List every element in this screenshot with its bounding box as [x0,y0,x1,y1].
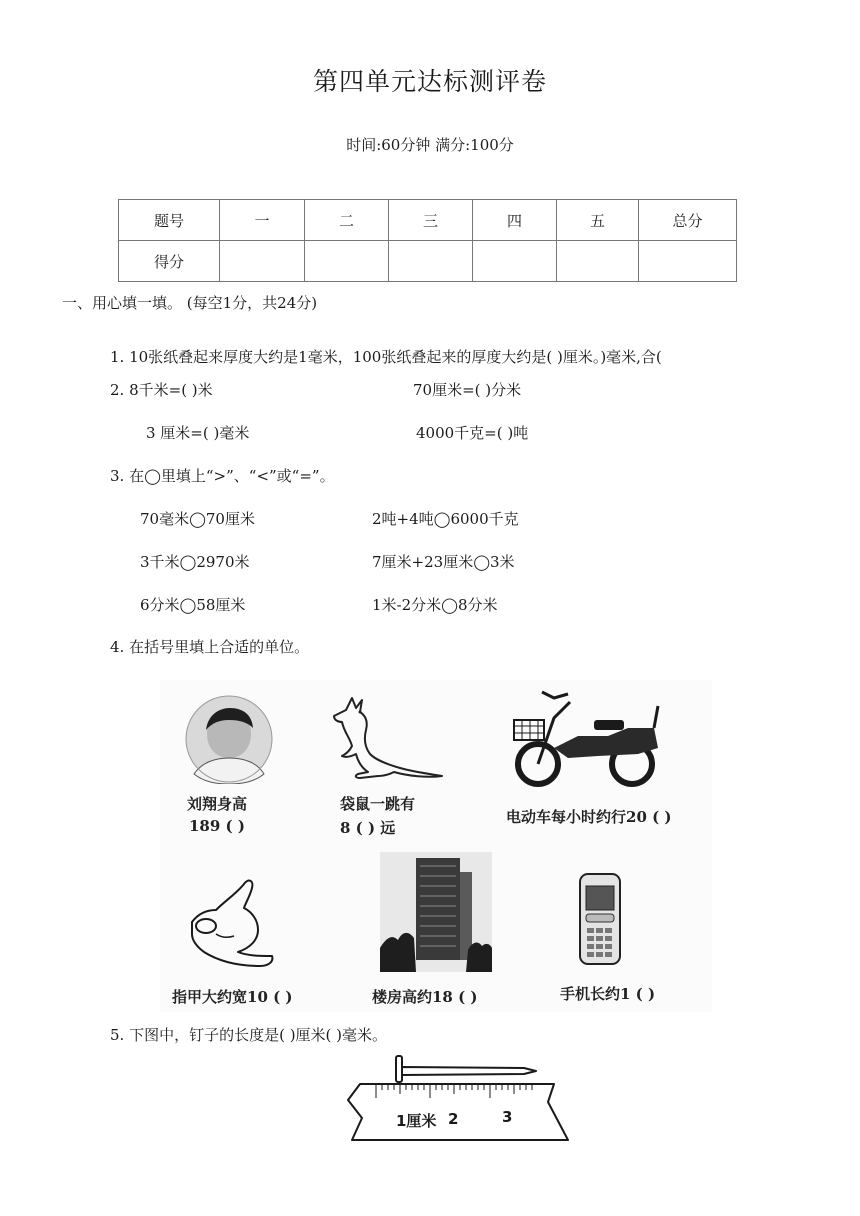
electric-bike-image [508,688,666,792]
score-table [118,199,737,282]
question-1: 1. 10张纸叠起来厚度大约是1毫米，100张纸叠起来的厚度大约是( )厘米。)毫米,合( [110,348,662,366]
exam-time-info: 时间:60分钟 满分:100分 [346,136,514,154]
score-cell[interactable] [220,241,305,282]
fingernail-hand-image [186,872,282,968]
question-2-item: 70厘米=( )分米 [413,381,522,399]
section-heading: 一、用心填一填。 (每空1分，共24分) [62,294,318,312]
ruler-label: 1厘米 [396,1112,437,1130]
ruler-label: 3 [502,1108,513,1126]
person-caption: 刘翔身高 [187,795,248,813]
header-cell: 二 [305,200,389,241]
question-5: 5. 下图中，钉子的长度是( )厘米( )毫米。 [110,1026,388,1044]
score-cell[interactable] [473,241,557,282]
header-cell: 题号 [119,200,220,241]
athlete-portrait-image [184,694,274,784]
score-cell[interactable] [639,241,737,282]
score-table-score-row [119,241,737,282]
phone-caption: 手机长约1 ( ) [560,985,656,1003]
ebike-caption: 电动车每小时约行20 ( ) [506,808,672,826]
building-caption: 楼房高约18 ( ) [372,988,478,1006]
ruler-nail-figure [342,1054,574,1146]
question-2-item: 4000千克=( )吨 [416,424,529,442]
question-3: 3. 在◯里填上“>”、“<”或“=”。 [110,467,335,485]
compare-item: 3千米◯2970米 [140,553,250,571]
compare-item: 1米-2分米◯8分米 [372,596,498,614]
compare-item: 6分米◯58厘米 [140,596,246,614]
score-cell[interactable] [557,241,639,282]
header-cell: 四 [473,200,557,241]
page-title: 第四单元达标测评卷 [312,67,547,96]
score-cell[interactable] [389,241,473,282]
kangaroo-caption: 8 ( ) 远 [340,819,396,837]
header-cell: 五 [557,200,639,241]
compare-item: 70毫米◯70厘米 [140,510,255,528]
kangaroo-caption: 袋鼠一跳有 [340,795,416,813]
ruler-label: 2 [448,1110,459,1128]
mobile-phone-image [578,872,622,966]
question-4: 4. 在括号里填上合适的单位。 [110,638,310,656]
header-cell: 一 [220,200,305,241]
kangaroo-image [330,690,448,782]
nail-caption: 指甲大约宽10 ( ) [172,988,293,1006]
compare-item: 2吨+4吨◯6000千克 [372,510,519,528]
header-cell: 三 [389,200,473,241]
compare-item: 7厘米+23厘米◯3米 [372,553,515,571]
score-row-label: 得分 [119,241,220,282]
question-2-item: 3 厘米=( )毫米 [146,424,250,442]
person-caption: 189 ( ) [189,817,245,835]
score-cell[interactable] [305,241,389,282]
question-2-item: 2. 8千米=( )米 [110,381,213,399]
header-cell: 总分 [639,200,737,241]
score-table-header-row [119,200,737,241]
building-photo [380,852,492,972]
